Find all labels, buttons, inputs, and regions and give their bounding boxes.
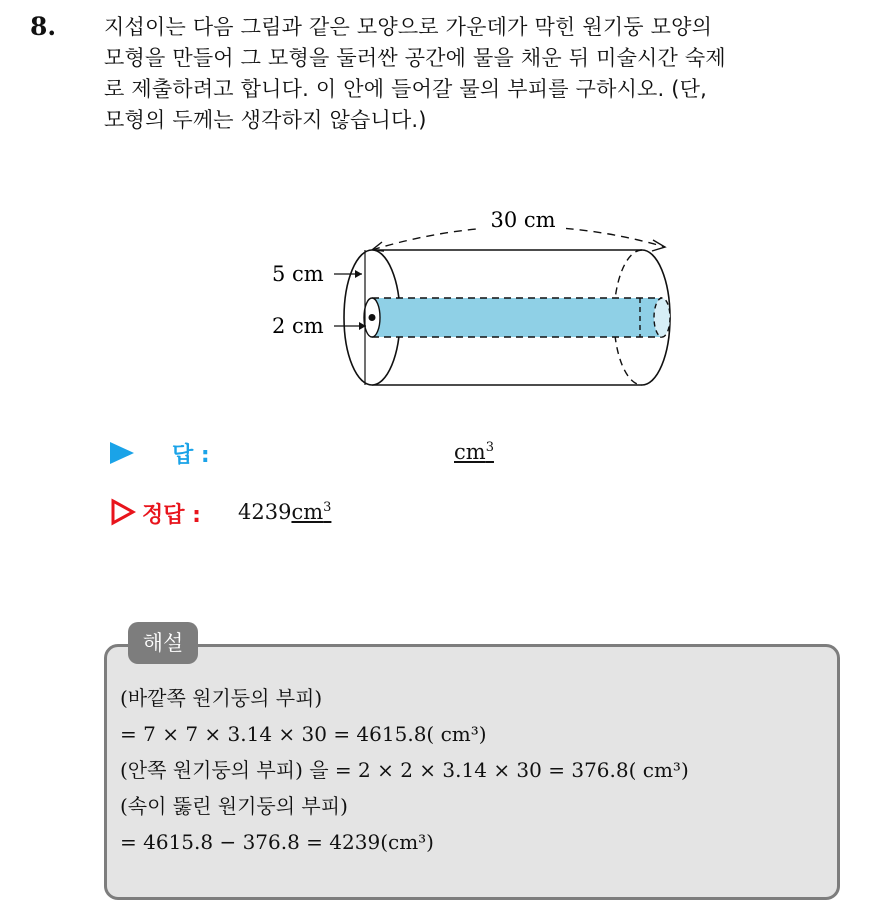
explanation-line: (바깥쪽 원기둥의 부피) [120, 686, 323, 710]
answer-unit: cm [454, 440, 486, 464]
correct-answer-label: 정답 : [142, 503, 201, 528]
answer-blank-unit[interactable] [454, 440, 494, 464]
explanation-text [120, 680, 689, 860]
question-number: 8. [30, 12, 57, 41]
explanation-line: (안쪽 원기둥의 부피) 을 = 2 × 2 × 3.14 × 30 = 376.8( cm³) [120, 758, 689, 782]
explanation-line: = 7 × 7 × 3.14 × 30 = 4615.8( cm³) [120, 722, 487, 746]
inner-cylinder-fill [372, 298, 662, 337]
answer-unit-exponent: 3 [485, 440, 494, 455]
length-arrow-right [652, 240, 665, 251]
outer-radius-label: 5 cm [272, 262, 324, 286]
correct-unit-exponent: 3 [323, 500, 332, 515]
question-line: 로 제출하려고 합니다. 이 안에 들어갈 물의 부피를 구하시오. (단, [104, 77, 708, 101]
length-label: 30 cm [490, 208, 556, 232]
explanation-tag: 해설 [128, 622, 198, 664]
answer-label: 답 : [172, 443, 210, 468]
outline-triangle-icon [110, 498, 136, 526]
explanation-line: (속이 뚫린 원기둥의 부피) [120, 794, 348, 818]
correct-answer-value [238, 500, 331, 524]
question-text [104, 12, 864, 136]
answer-row [110, 436, 630, 470]
play-triangle-icon [110, 442, 134, 464]
question-line: 지섭이는 다음 그림과 같은 모양으로 가운데가 막힌 원기둥 모양의 [104, 15, 713, 39]
correct-unit: cm [291, 500, 324, 524]
inner-right-face [654, 298, 670, 337]
correct-value: 4239 [238, 500, 292, 524]
explanation-line: = 4615.8 − 376.8 = 4239(cm³) [120, 830, 434, 854]
question-line: 모형을 만들어 그 모형을 둘러싼 공간에 물을 채운 뒤 미술시간 숙제 [104, 46, 726, 70]
cylinder-figure [0, 195, 884, 410]
correct-answer-row [110, 496, 630, 530]
center-dot [369, 314, 376, 321]
question-line: 모형의 두께는 생각하지 않습니다.) [104, 108, 427, 132]
inner-radius-label: 2 cm [272, 314, 324, 338]
